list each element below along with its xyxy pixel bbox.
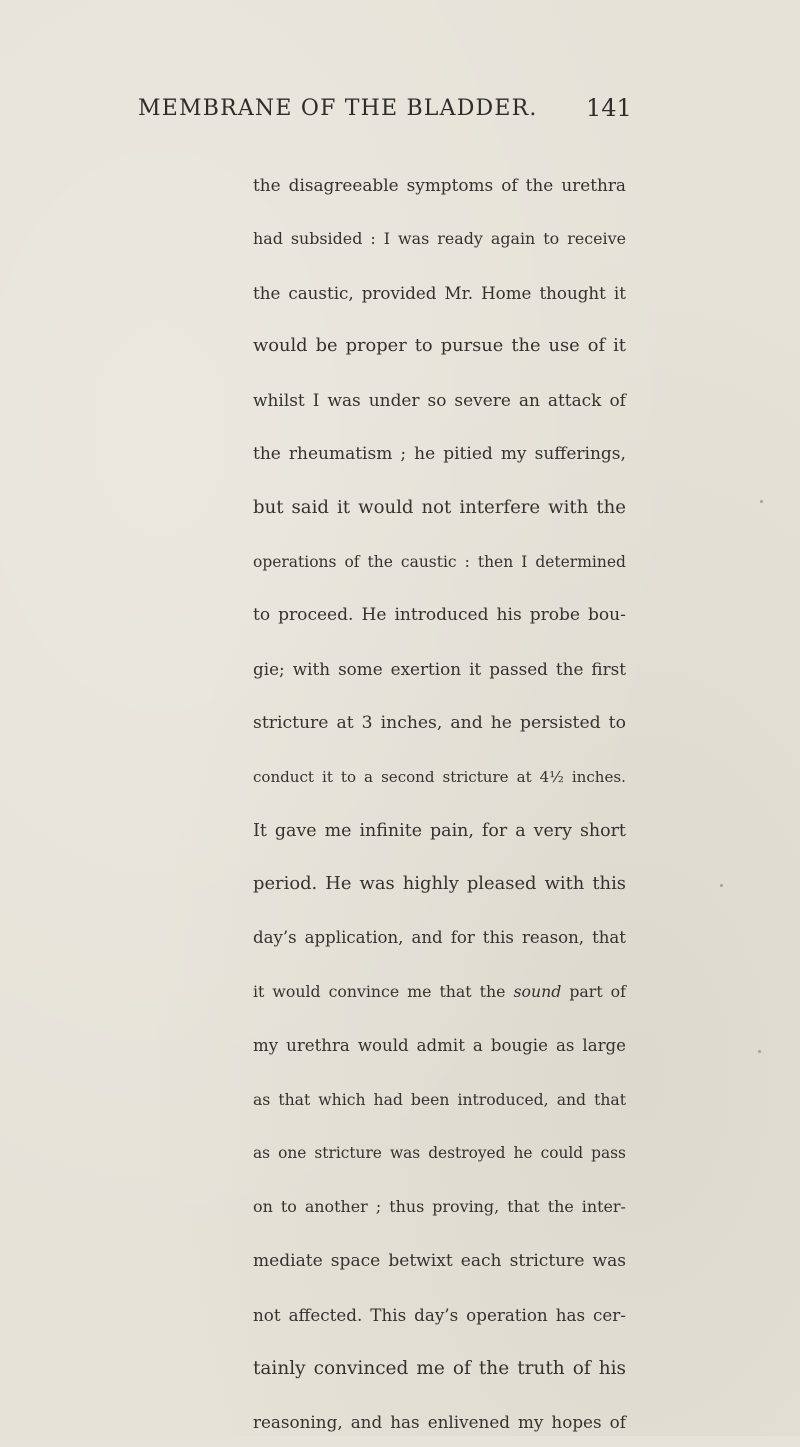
word: could <box>540 1144 584 1163</box>
word: that <box>507 1197 540 1217</box>
word: tainly <box>253 1357 306 1379</box>
word: my <box>518 1412 544 1433</box>
word: as <box>555 1035 575 1055</box>
word: large <box>582 1035 626 1055</box>
word: admit <box>416 1035 465 1055</box>
word: to <box>340 767 357 786</box>
word: the <box>253 282 281 303</box>
word: and <box>556 1090 587 1109</box>
word: interfere <box>459 496 541 518</box>
word: He <box>361 605 387 626</box>
text-line <box>253 160 626 210</box>
word: cer- <box>593 1304 626 1325</box>
word: and <box>411 928 443 948</box>
word: pain, <box>430 820 474 841</box>
word: that <box>592 928 626 948</box>
word: bougie <box>490 1035 548 1055</box>
text-line <box>253 913 626 963</box>
text-line <box>253 537 626 587</box>
text-line <box>253 1021 626 1071</box>
word: stricture <box>442 767 509 786</box>
text-line <box>253 214 626 264</box>
word: pass <box>591 1144 626 1163</box>
word: with <box>544 873 585 895</box>
word: period. <box>253 873 318 895</box>
word: some <box>338 659 383 680</box>
word: of <box>610 982 626 1001</box>
text-line <box>253 644 626 694</box>
text-line <box>253 1128 626 1178</box>
word: Mr. <box>444 282 474 303</box>
word: a <box>364 767 374 786</box>
text-line <box>253 859 626 909</box>
word: convinced <box>313 1357 409 1379</box>
word: was <box>327 390 361 411</box>
word: reasoning, <box>253 1412 343 1433</box>
word: of <box>452 1357 471 1379</box>
word: for <box>450 928 475 948</box>
word: so <box>427 390 447 411</box>
word: a <box>515 820 526 841</box>
word: rheumatism <box>288 444 393 464</box>
word: stricture <box>509 1251 585 1271</box>
word: be <box>315 335 338 357</box>
word: it <box>469 659 482 680</box>
word: first <box>591 659 626 680</box>
word: an <box>518 390 540 411</box>
word: thus <box>389 1197 425 1217</box>
word: stricture <box>314 1144 382 1163</box>
word: very <box>533 820 572 841</box>
running-title: MEMBRANE OF THE BLADDER. <box>138 96 538 121</box>
word: was <box>389 1144 421 1163</box>
text-line <box>253 1290 626 1340</box>
word: it <box>322 767 333 786</box>
word: truth <box>517 1357 565 1379</box>
word: under <box>368 390 420 411</box>
word: and <box>450 713 483 733</box>
word: passed <box>489 659 548 680</box>
word: it <box>613 282 626 303</box>
word: he <box>513 1144 533 1163</box>
word: was <box>398 228 430 248</box>
word: 3 <box>361 713 373 733</box>
word: operations <box>253 552 337 571</box>
text-line <box>253 483 626 533</box>
text-line <box>253 1075 626 1125</box>
word: thought <box>539 282 606 303</box>
word: of <box>501 175 518 195</box>
word: This <box>370 1304 407 1325</box>
word: caustic, <box>288 282 354 303</box>
word: caustic <box>400 552 457 571</box>
word: provided <box>361 282 437 303</box>
word: operation <box>466 1304 548 1325</box>
word: it <box>613 335 626 357</box>
word: for <box>481 820 508 841</box>
word: one <box>278 1144 307 1163</box>
word: pitied <box>443 444 493 464</box>
word: it <box>253 982 265 1001</box>
word: that <box>278 1090 311 1109</box>
word: me <box>416 1357 445 1379</box>
word: of <box>572 1357 591 1379</box>
text-line <box>253 1182 626 1232</box>
word: the <box>547 1197 574 1217</box>
word: conduct <box>253 767 314 786</box>
word: attack <box>547 390 602 411</box>
word: inches. <box>571 767 626 786</box>
word: would <box>358 496 414 518</box>
word: stricture <box>253 713 329 733</box>
text-line <box>253 967 626 1017</box>
paper-speck <box>720 884 723 887</box>
word: that <box>439 982 472 1001</box>
word: second <box>381 767 435 786</box>
word: Home <box>481 282 532 303</box>
word: the <box>478 1357 510 1379</box>
word: with <box>292 659 331 680</box>
text-line <box>253 752 626 802</box>
word: part <box>569 982 603 1001</box>
word: determined <box>535 552 626 571</box>
text-line <box>253 429 626 479</box>
word: at <box>336 713 354 733</box>
word: been <box>410 1090 450 1109</box>
text-line <box>253 1397 626 1447</box>
word: use <box>548 335 580 357</box>
word: was <box>359 873 395 895</box>
word: the <box>367 552 393 571</box>
word: urethra <box>286 1035 350 1055</box>
word: gie; <box>253 659 285 680</box>
word: betwixt <box>388 1251 453 1271</box>
word: I <box>383 228 391 248</box>
word: the <box>525 175 554 195</box>
word: severe <box>454 390 511 411</box>
word: inches, <box>380 713 443 733</box>
word: It <box>253 820 267 841</box>
word: again <box>490 228 536 248</box>
word: I <box>521 552 528 571</box>
text-line <box>253 321 626 371</box>
word: he <box>490 713 512 733</box>
word: said <box>291 496 329 518</box>
word: another <box>304 1197 368 1217</box>
word: introduced <box>394 605 489 626</box>
word: this <box>482 928 514 948</box>
word: short <box>579 820 626 841</box>
word: destroyed <box>428 1144 506 1163</box>
word: disagreeable <box>288 175 399 195</box>
word: urethra <box>561 175 626 195</box>
word: the <box>253 444 281 464</box>
word: mediate <box>253 1251 323 1271</box>
word: not <box>253 1304 281 1325</box>
word: : <box>464 552 470 571</box>
word: the <box>511 335 541 357</box>
word: exertion <box>390 659 462 680</box>
word: pursue <box>440 335 504 357</box>
text-line <box>253 806 626 856</box>
word: reason, <box>521 928 585 948</box>
text-line <box>253 1344 626 1394</box>
word: and <box>350 1412 383 1433</box>
word: introduced, <box>457 1090 549 1109</box>
word: has <box>390 1412 420 1433</box>
word: day’s <box>253 928 297 948</box>
page-number: 141 <box>586 94 632 122</box>
word: to <box>253 605 271 626</box>
word: each <box>460 1251 502 1271</box>
word: which <box>318 1090 366 1109</box>
word: his <box>496 605 522 626</box>
text-line <box>253 375 626 425</box>
word: ; <box>375 1197 382 1217</box>
paper-speck <box>758 1050 761 1053</box>
word: at <box>516 767 532 786</box>
word: would <box>272 982 321 1001</box>
word: proper <box>345 335 407 357</box>
word: would <box>357 1035 409 1055</box>
word: He <box>325 873 352 895</box>
text-line <box>253 1236 626 1286</box>
word: it <box>337 496 351 518</box>
word: sufferings, <box>534 444 626 464</box>
word: had <box>373 1090 403 1109</box>
word: receive <box>567 228 626 248</box>
word: of <box>609 390 626 411</box>
word: me <box>324 820 352 841</box>
word: inter- <box>581 1197 626 1217</box>
word: has <box>555 1304 586 1325</box>
word: that <box>594 1090 626 1109</box>
word: the <box>253 175 281 195</box>
word: infinite <box>359 820 423 841</box>
word: of <box>609 1412 626 1433</box>
word: space <box>330 1251 381 1271</box>
word: me <box>407 982 432 1001</box>
word: to <box>280 1197 297 1217</box>
word: hopes <box>551 1412 602 1433</box>
text-line <box>253 590 626 640</box>
word: of <box>587 335 606 357</box>
word: symptoms <box>406 175 494 195</box>
word: but <box>253 496 284 518</box>
word: he <box>414 444 436 464</box>
word: application, <box>304 928 404 948</box>
word: with <box>548 496 589 518</box>
word: convince <box>328 982 400 1001</box>
word: subsided <box>290 228 363 248</box>
word: this <box>592 873 626 895</box>
word: to <box>608 713 626 733</box>
word: I <box>312 390 320 411</box>
word: affected. <box>288 1304 363 1325</box>
word: enlivened <box>427 1412 510 1433</box>
word: day’s <box>414 1304 459 1325</box>
word: my <box>500 444 527 464</box>
word: the <box>596 496 626 518</box>
word: as <box>253 1090 271 1109</box>
word: ready <box>437 228 483 248</box>
word: to <box>414 335 433 357</box>
word: sound <box>513 982 562 1001</box>
word: then <box>477 552 514 571</box>
word: proving, <box>432 1197 500 1217</box>
word: bou- <box>588 605 626 626</box>
word: the <box>479 982 506 1001</box>
word: was <box>592 1251 626 1271</box>
word: of <box>344 552 360 571</box>
word: ; <box>400 444 407 464</box>
word: probe <box>529 605 580 626</box>
paper-speck <box>760 500 763 503</box>
word: pleased <box>466 873 537 895</box>
word: on <box>253 1197 273 1217</box>
word: proceed. <box>278 605 354 626</box>
word: as <box>253 1144 271 1163</box>
word: to <box>543 228 560 248</box>
word: would <box>253 335 308 357</box>
word: 4½ <box>539 767 564 786</box>
word: gave <box>274 820 317 841</box>
word: : <box>370 228 376 248</box>
text-line <box>253 698 626 748</box>
page-header <box>0 96 800 136</box>
word: the <box>555 659 584 680</box>
word: whilst <box>253 390 305 411</box>
text-line <box>253 268 626 318</box>
word: my <box>253 1035 279 1055</box>
word: persisted <box>520 713 601 733</box>
word: had <box>253 228 283 248</box>
word: highly <box>402 873 459 895</box>
word: not <box>421 496 452 518</box>
word: his <box>598 1357 626 1379</box>
word: a <box>472 1035 483 1055</box>
